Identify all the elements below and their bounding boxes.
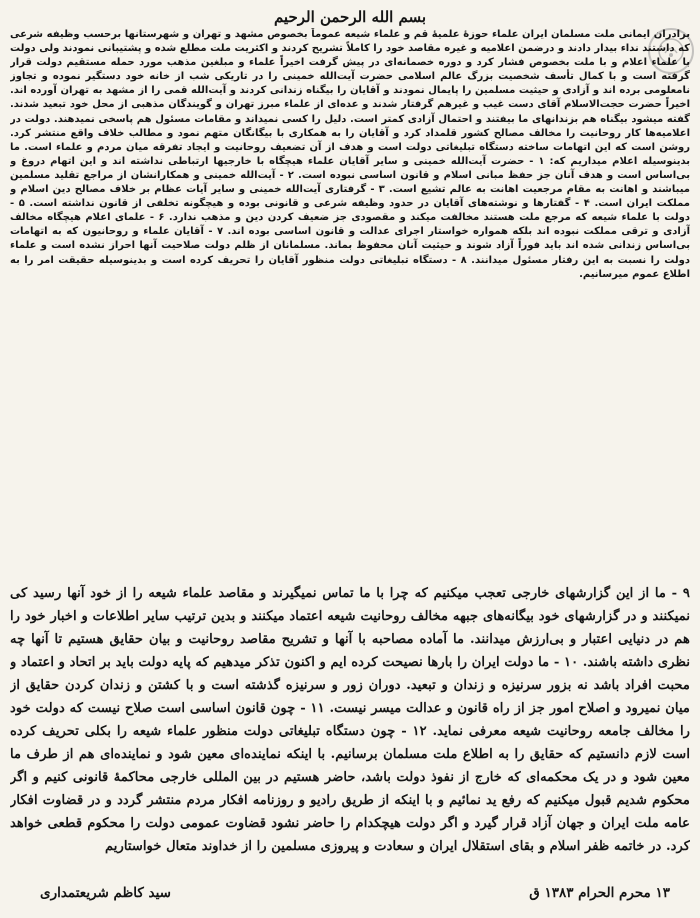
signatory-name: سید کاظم شریعتمداری: [40, 885, 171, 901]
typed-body-text: برادران ایمانی ملت مسلمان ایران علماء حوزهٔ علمیهٔ قم و علماء شیعه عموماً بخصوص مشهد و تهران و شهرستانها برحسب وظیفه شرعی که داشتند نداء بیدار دادند و درضمن اعلامیه و غیره مقاصد خود را کاملاً تشریح کردند و اکثریت ملت مطلع شده و پشتیبانی نمودند ولی دولت با علماء اعلام و با ملت بخصوص فشار کرد و دوره خصمانه‌ای در پیش گرفت اخیراً علماء و مبلغین مذهب مورد حمله مستقیم دولت قرار گرفته است و با کمال تأسف شخصیت بزرگ عالم اسلامی حضرت آیت‌الله خمینی را در تاریکی شب از خانه خود دستگیر نموده و تجاوز نامعلومی برده اند و آزادی و حیثیت مسلمین را پایمال نمودند و آقایان را بیگناه زندانی کردند و آیت‌الله قمی را از مشهد به تهران آورده اند. اخیراً حضرت حجت‌الاسلام آقای دست غیب و غیرهم گرفتار شدند و عده‌ای از علماء مبرز تهران و گویندگان مذهبی از محل خود تبعید شدند. گفته میشود بیگناه هم بزندانهای ما بیفتند و احتمال آزادی کمتر است. دلیل را کسی نمیداند و مقامات مسئول هم پاسخی نمیدهند. دولت در اعلامیه‌ها کار روحانیت را مخالف مصالح کشور قلمداد کرد و آقایان را به همکاری با بیگانگان متهم نمود و مطالب خلاف واقع منتشر کرد. روشن است که این اتهامات ساخته دستگاه تبلیغاتی دولت است و هدف از آن تضعیف روحانیت و ایجاد تفرقه میان مردم و علماء است. ما بدینوسیله اعلام میداریم که: ۱ - حضرت آیت‌الله خمینی و سایر آقایان علماء هیچگاه با خارجیها ارتباطی نداشته اند و این اتهام دروغ و بی‌اساس است و هدف آنان جز حفظ مبانی اسلام و قانون اساسی نبوده است. ۲ - آیت‌الله خمینی و همکارانشان از مراجع تقلید مسلمین میباشند و اهانت به مقام مرجعیت اهانت به عالم تشیع است. ۳ - گرفتاری آیت‌الله خمینی و سایر آیات عظام بر خلاف مصالح دین اسلام و مملکت ایران است. ۴ - گفتارها و نوشته‌های آقایان در حدود وظیفه شرعی و قانونی بوده و هیچگونه تخلفی از قانون نداشته است. ۵ - دولت با علماء شیعه که مرجع ملت هستند مخالفت میکند و مقصودی جز ضعیف کردن دین و مذهب ندارد. ۶ - علمای اعلام هیچگاه مخالف آزادی و ترقی مملکت نبوده اند بلکه همواره خواستار اجرای عدالت و قانون اساسی بوده اند. ۷ - آقایان علماء و روحانیون که به اتهامات بی‌اساس زندانی شده اند باید فوراً آزاد شوند و حیثیت آنان محفوظ بماند. مسلمانان از ظلم دولت صلاحیت آنها احراز نشده است و علماء دولت را نسبت به این رفتار مسئول میدانند. ۸ - دستگاه تبلیغاتی دولت منظور آقایان را تحریف کرده است و بدینوسیله حقیقت امر را به اطلاع عموم میرسانیم.: [10, 29, 690, 280]
handwritten-body-text: ۹ - ما از این گزارشهای خارجی تعجب میکنیم که چرا با ما تماس نمیگیرند و مقاصد علماء شیعه را از خود آنها رسید کی نمیکنند و در گزارشهای خود بیگانه‌های جبهه مخالف روحانیت شیعه اعتماد میکنند و بدین ترتیب سایر اطلاعات و اخبار خود را هم در دنیایی اعتبار و بی‌ارزش میدانند. ما آماده مصاحبه با آنها و تشریح مقاصد روحانیت و بیان حقایق هستیم تا آنها چه نظری داشته باشند. ۱۰ - ما دولت ایران را بارها نصیحت کرده ایم و اکنون تذکر میدهیم که پایه دولت باید بر اتحاد و اعتماد و محبت افراد باشد نه بزور سرنیزه و زندان و تبعید. دوران زور و سرنیزه گذشته است و با کشتن و زندان کردن حقایق از میان نمیرود و اصلاح امور جز از راه قانون و عدالت میسر نیست. ۱۱ - چون قانون اساسی است صلاح نیست که دولت خود را مخالف جامعه روحانیت شیعه معرفی نماید. ۱۲ - چون دستگاه تبلیغاتی دولت منظور علماء شیعه را بکلی تحریف کرده است لازم دانستیم که حقایق را به اطلاع ملت مسلمان برسانیم. با اینکه نماینده‌ای معین شود و نماینده‌ای هم از طرف ما معین شود و در یک محکمه‌ای که خارج از نفوذ دولت باشد، حاضر هستیم در بین المللی خارجی محاکمهٔ قانونی کنیم و اگر محکوم شدیم قبول میکنیم که رفع ید نمائیم و با اینکه از طریق رادیو و روزنامه افکار مردم منتشر گردد و در قضاوت افکار عامه ملت ایران و جهان آزاد قرار گیرد و اگر دولت هیچکدام را حاضر نشود قضاوت عمومی دولت را محکوم قطعی خواهد کرد. در خاتمه ظفر اسلام و بقای استقلال ایران و سعادت و پیروزی مسلمین را از خداوند متعال خواستاریم: [10, 586, 690, 854]
signature-line: [40, 878, 670, 908]
document-date: ۱۳ محرم الحرام ۱۳۸۳ ق: [529, 885, 670, 901]
document-heading: بسم الله الرحمن الرحیم: [273, 8, 427, 26]
